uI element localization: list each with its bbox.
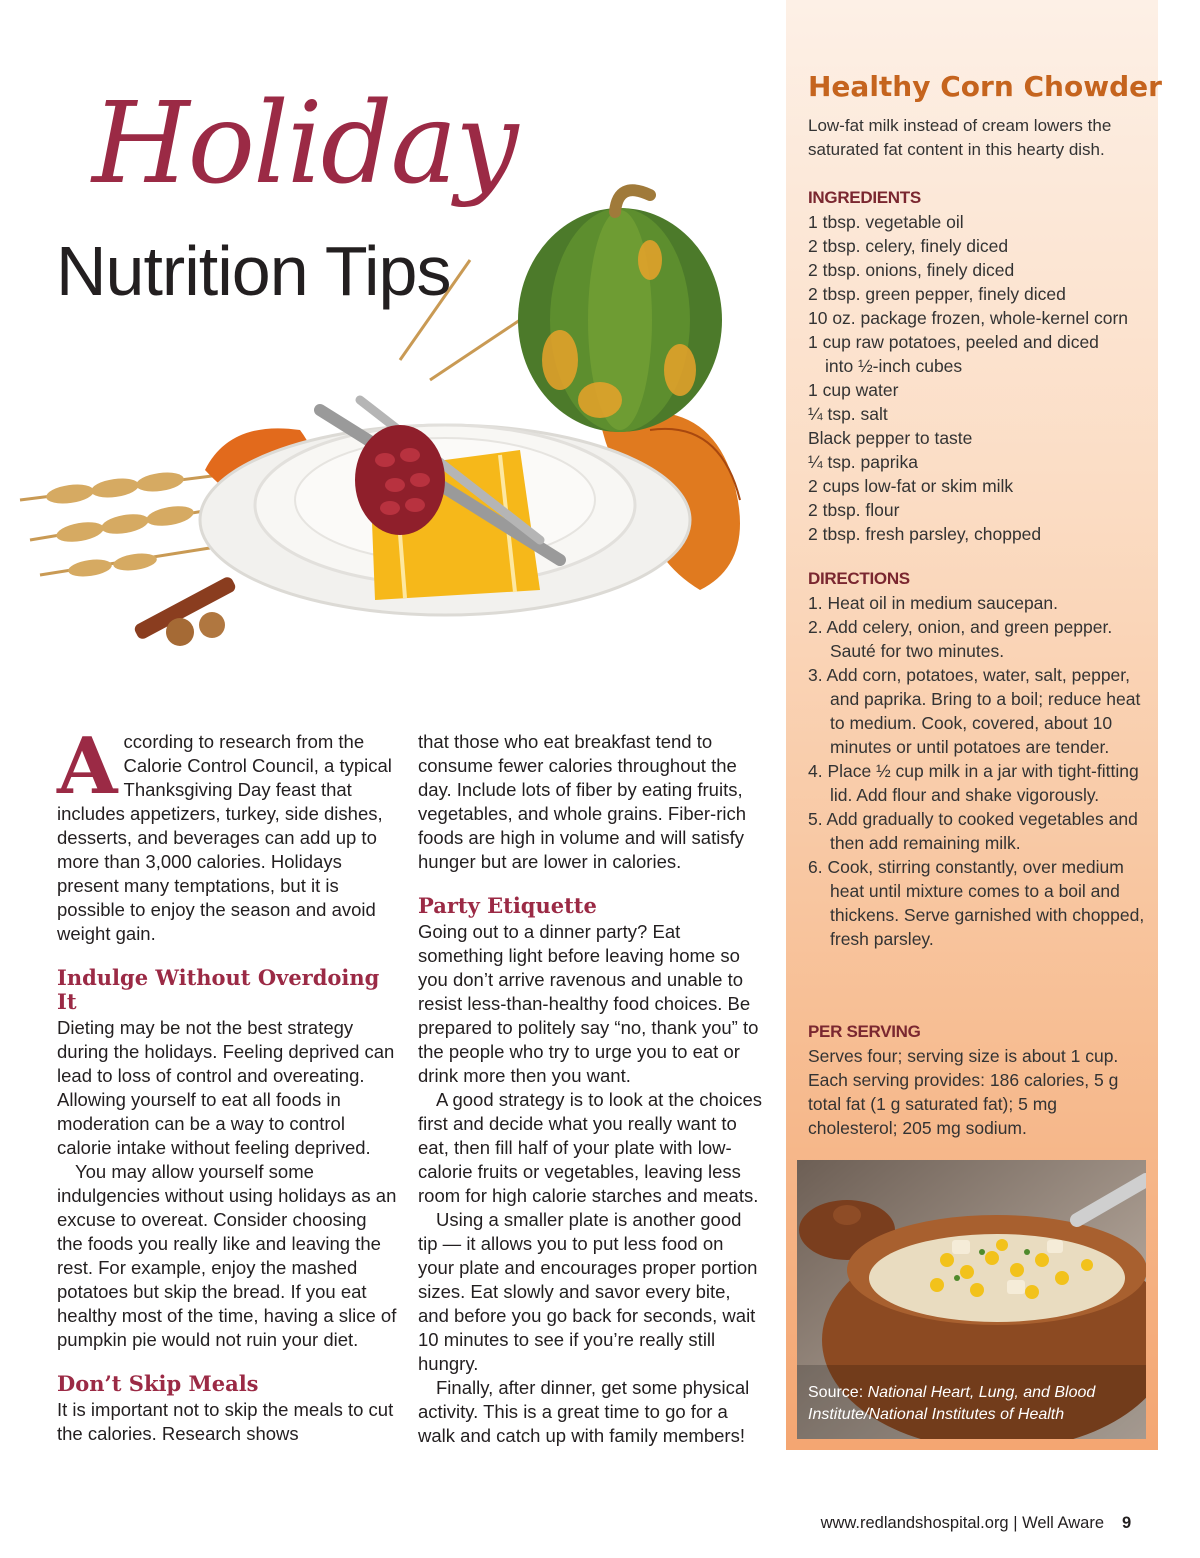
ingredient-item: Black pepper to taste (808, 428, 973, 448)
ingredient-item: 2 cups low-fat or skim milk (808, 476, 1014, 496)
direction-step: 6. Cook, stirring constantly, over medium heat until mixture comes to a boil and thickens. Serve garnished with chopped, fresh parsley. (808, 857, 1145, 949)
direction-step: 3. Add corn, potatoes, water, salt, pepper, and paprika. Bring to a boil; reduce heat to medium. Cook, covered, about 10 minutes or until potatoes are tender. (808, 665, 1141, 757)
paragraph: Finally, after dinner, get some physical activity. This is a great time to go for a walk and catch up with family members! (418, 1377, 750, 1446)
hero-title-main: Nutrition Tips (56, 232, 451, 310)
recipe-intro: Low-fat milk instead of cream lowers the saturated fat content in this hearty dish. (808, 116, 1112, 159)
paragraph: Using a smaller plate is another good tip — it allows you to put less food on your plate and encourages proper portion sizes. Eat slowly and savor every bite, and before you go back for seconds, wait 10 minutes to see if you’re really still hungry. (418, 1209, 758, 1374)
section-heading-party: Party Etiquette (418, 893, 597, 918)
ingredient-item: 1 cup raw potatoes, peeled and diced (808, 332, 1099, 352)
source-text: National Heart, Lung, and Blood Institute/National Institutes of Health (808, 1384, 1096, 1423)
direction-step: 5. Add gradually to cooked vegetables and then add remaining milk. (808, 809, 1138, 853)
page-number: 9 (1122, 1514, 1132, 1532)
paragraph: A good strategy is to look at the choices first and decide what you really want to eat, then fill half of your plate with low-calorie fruits or vegetables, leaving less room for high calorie starches and meats. (418, 1089, 762, 1206)
article-column-1 (57, 721, 397, 1446)
paragraph: Going out to a dinner party? Eat something light before leaving home so you don’t arrive ravenous and unable to resist less-than-healthy food choices. Be prepared to politely say “no, thank you” to the people who try to urge you to eat or drink more then you want. (418, 921, 759, 1086)
ingredients-list (808, 210, 1148, 546)
hero-title-script: Holiday (92, 79, 517, 209)
ingredient-item: 2 tbsp. fresh parsley, chopped (808, 524, 1042, 544)
ingredient-item: ¼ tsp. paprika (808, 452, 918, 472)
ingredient-item: 2 tbsp. onions, finely diced (808, 260, 1015, 280)
paragraph: Dieting may be not the best strategy during the holidays. Feeling deprived can lead to loss of control and overeating. Allowing yourself to eat all foods in moderation can be a way to control calorie intake without feeling deprived. (57, 1017, 395, 1158)
ingredient-item: into ½-inch cubes (825, 356, 963, 376)
section-heading-indulge: Indulge Without Overdoing It (57, 965, 380, 1014)
ingredient-item: 10 oz. package frozen, whole-kernel corn (808, 308, 1129, 328)
footer-site: www.redlandshospital.org | Well Aware (820, 1514, 1104, 1532)
section-heading-skip-meals: Don’t Skip Meals (57, 1371, 259, 1396)
photo-source-caption (808, 1382, 1128, 1426)
per-serving-heading: PER SERVING (808, 1022, 921, 1041)
ingredient-item: 1 cup water (808, 380, 899, 400)
recipe-title: Healthy Corn Chowder (808, 70, 1162, 103)
intro-text: ccording to research from the Calorie Control Council, a typical Thanksgiving Day feast that includes appetizers, turkey, side dishes, desserts, and beverages can add up to more than 3,000 calories. Holidays present many temptations, but it is possible to enjoy the season and avoid weight gain. (57, 731, 392, 944)
ingredient-item: 2 tbsp. flour (808, 500, 900, 520)
per-serving-section (808, 1020, 1148, 1140)
paragraph: that those who eat breakfast tend to consume fewer calories throughout the day. Include lots of fiber by eating fruits, vegetables, and whole grains. Fiber-rich foods are high in volume and will satisfy hunger but are lower in calories. (418, 731, 747, 872)
direction-step: 1. Heat oil in medium saucepan. (808, 593, 1058, 613)
source-label: Source: (808, 1384, 864, 1401)
paragraph: It is important not to skip the meals to cut the calories. Research shows (57, 1399, 394, 1444)
ingredient-item: 2 tbsp. green pepper, finely diced (808, 284, 1066, 304)
drop-cap: A (57, 721, 118, 812)
ingredient-item: 2 tbsp. celery, finely diced (808, 236, 1009, 256)
paragraph: You may allow yourself some indulgencies without using holidays as an excuse to overeat. Consider choosing the foods you really like and leaving the rest. For example, enjoy the mashed potatoes but skip the bread. If you eat healthy most of the time, having a slice of pumpkin pie would not ruin your diet. (57, 1161, 397, 1350)
per-serving-text: Serves four; serving size is about 1 cup. Each serving provides: 186 calories, 5 g total fat (1 g saturated fat); 5 mg cholesterol; 205 mg sodium. (808, 1046, 1119, 1138)
directions-list (808, 591, 1148, 951)
ingredients-heading: INGREDIENTS (808, 188, 921, 207)
directions-heading: DIRECTIONS (808, 569, 910, 588)
direction-step: 2. Add celery, onion, and green pepper. Sauté for two minutes. (808, 617, 1113, 661)
ingredient-item: 1 tbsp. vegetable oil (808, 212, 964, 232)
ingredient-item: ¼ tsp. salt (808, 404, 888, 424)
ingredients-section (808, 186, 1148, 546)
article-column-2 (418, 730, 763, 1448)
directions-section (808, 567, 1148, 951)
direction-step: 4. Place ½ cup milk in a jar with tight-fitting lid. Add flour and shake vigorously. (808, 761, 1139, 805)
intro-paragraph (57, 721, 397, 946)
